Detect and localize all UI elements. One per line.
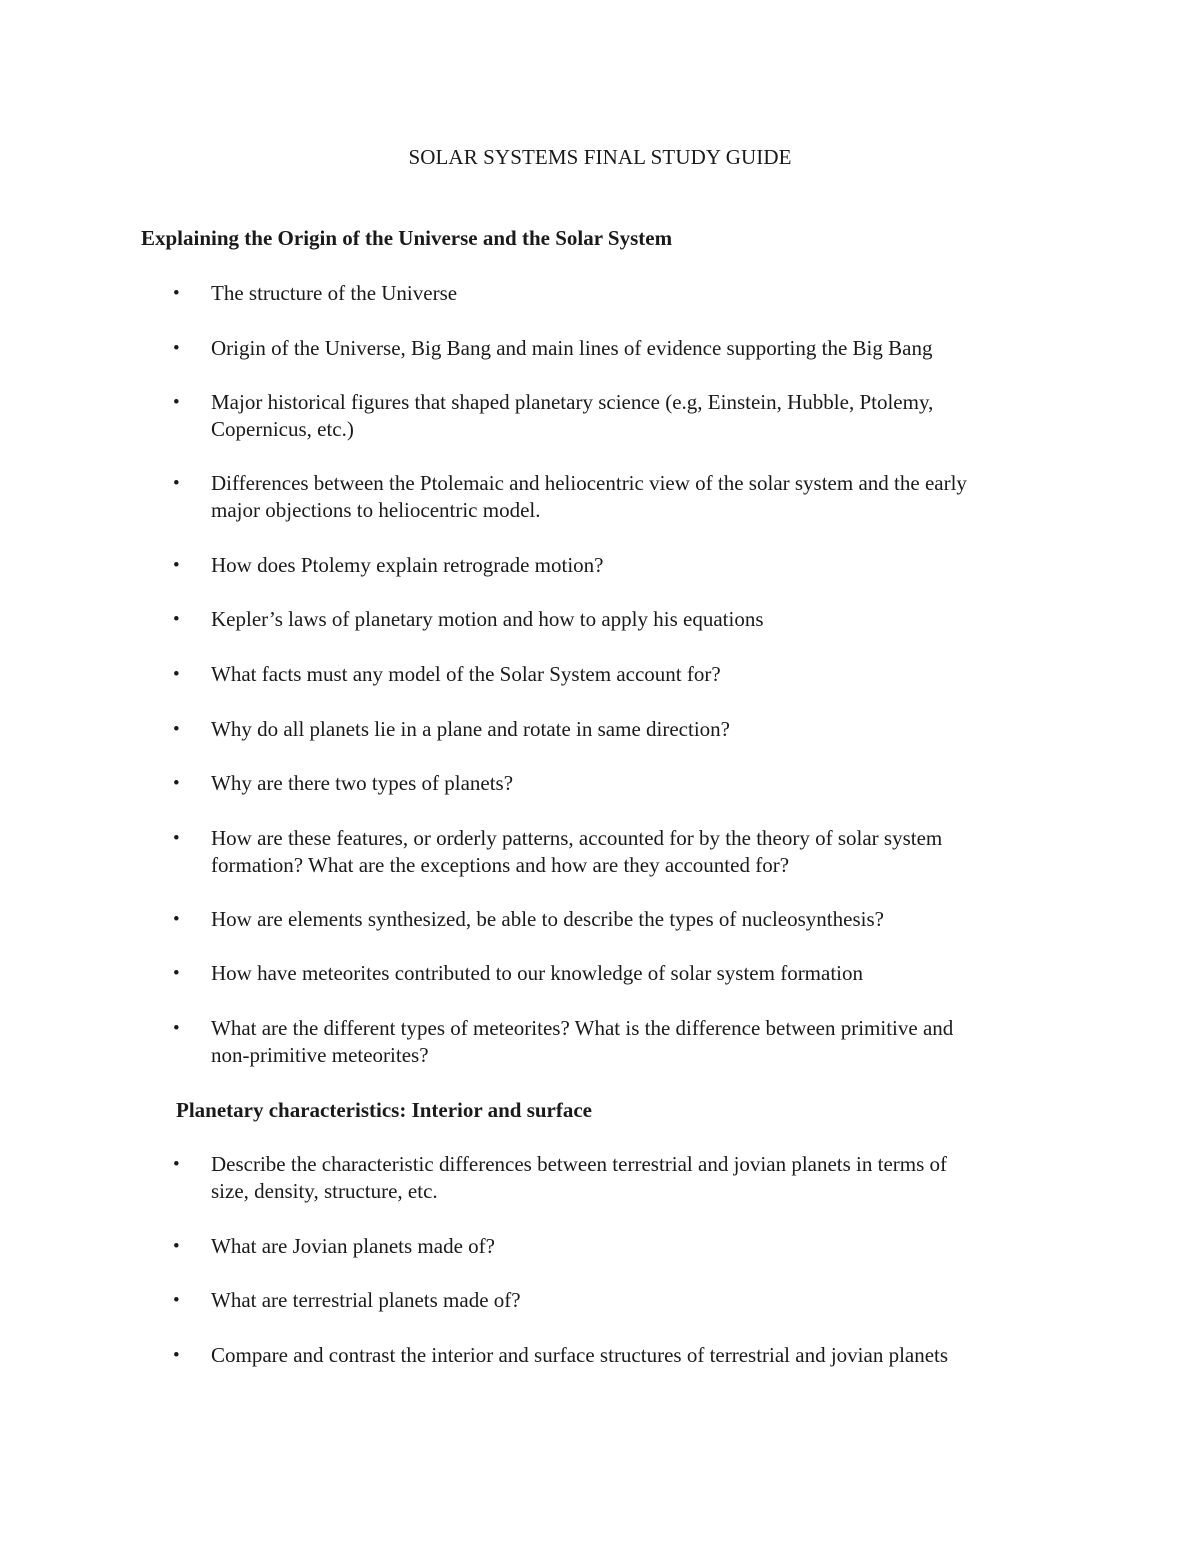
bullet-icon: • — [173, 909, 180, 930]
bullet-icon: • — [173, 719, 180, 740]
section-heading-origin: Explaining the Origin of the Universe and the Solar System — [141, 226, 673, 250]
list-item-text: Kepler’s laws of planetary motion and how to apply his equations — [211, 607, 764, 631]
list-item-text: Why are there two types of planets? — [211, 771, 514, 795]
document-title: SOLAR SYSTEMS FINAL STUDY GUIDE — [408, 145, 792, 169]
bullet-icon: • — [173, 609, 180, 630]
list-item-text: Describe the characteristic differences between terrestrial and jovian planets in terms of size, density, structure, etc. — [211, 1152, 948, 1203]
bullet-icon: • — [173, 1345, 180, 1366]
list-item-text: Compare and contrast the interior and surface structures of terrestrial and jovian planets — [211, 1343, 949, 1367]
list-item-text: How have meteorites contributed to our knowledge of solar system formation — [211, 961, 864, 985]
bullet-icon: • — [173, 555, 180, 576]
list-item-text: How are these features, or orderly patterns, accounted for by the theory of solar system formation? What are the exceptions and how are they accounted for? — [211, 826, 943, 877]
list-item-text: The structure of the Universe — [211, 281, 458, 305]
bullet-icon: • — [173, 473, 180, 494]
bullet-icon: • — [173, 963, 180, 984]
bullet-icon: • — [173, 664, 180, 685]
bullet-icon: • — [173, 338, 180, 359]
list-item-text: How does Ptolemy explain retrograde motion? — [211, 553, 604, 577]
bullet-icon: • — [173, 828, 180, 849]
bullet-icon: • — [173, 1018, 180, 1039]
bullet-icon: • — [173, 1154, 180, 1175]
bullet-icon: • — [173, 773, 180, 794]
bullet-icon: • — [173, 1236, 180, 1257]
list-item-text: What are terrestrial planets made of? — [211, 1288, 521, 1312]
list-item-text: What are the different types of meteorites? What is the difference between primitive and non-primitive meteorites? — [211, 1016, 954, 1067]
list-item-text: How are elements synthesized, be able to describe the types of nucleosynthesis? — [211, 907, 884, 931]
section-heading-planetary: Planetary characteristics: Interior and surface — [176, 1098, 593, 1122]
list-item-text: What facts must any model of the Solar System account for? — [211, 662, 721, 686]
list-item-text: Differences between the Ptolemaic and heliocentric view of the solar system and the early major objections to heliocentric model. — [211, 471, 967, 522]
list-item-text: Why do all planets lie in a plane and rotate in same direction? — [211, 717, 730, 741]
list-item-text: What are Jovian planets made of? — [211, 1234, 495, 1258]
bullet-icon: • — [173, 392, 180, 413]
bullet-icon: • — [173, 283, 180, 304]
bullet-icon: • — [173, 1290, 180, 1311]
list-item-text: Origin of the Universe, Big Bang and main lines of evidence supporting the Big Bang — [211, 336, 933, 360]
list-item-text: Major historical figures that shaped planetary science (e.g, Einstein, Hubble, Ptolemy, Copernicus, etc.) — [211, 390, 934, 441]
